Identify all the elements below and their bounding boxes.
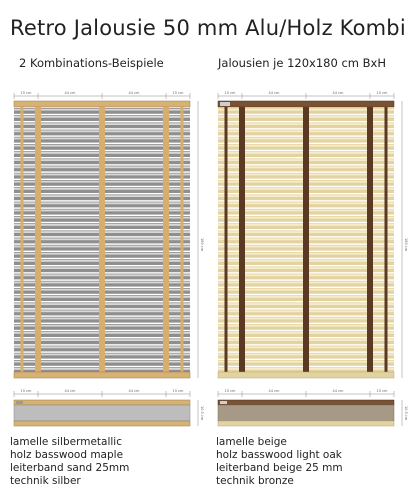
specs-left xyxy=(10,436,129,488)
dim-seg-3: 44 cm xyxy=(332,389,344,393)
spec-line: holz basswood light oak xyxy=(216,449,342,461)
head-rail xyxy=(218,101,394,107)
head-rail xyxy=(14,101,190,107)
bottom-rail xyxy=(14,421,190,426)
subtitle-left: 2 Kombinations-Beispiele xyxy=(19,56,164,70)
right-blind-top-view xyxy=(212,386,412,432)
dim-seg-1: 15 cm xyxy=(20,389,32,393)
top-rail xyxy=(218,400,394,405)
dim-height: 180 cm xyxy=(200,238,204,252)
dim-seg-3: 44 cm xyxy=(128,389,140,393)
dim-seg-2: 44 cm xyxy=(268,91,280,95)
rail-end-cap xyxy=(220,401,227,404)
ladder-string xyxy=(163,107,169,372)
right-blind-front-view xyxy=(212,88,412,383)
ladder-string-edge xyxy=(21,107,24,372)
ladder-string xyxy=(99,107,105,372)
dim-seg-1: 15 cm xyxy=(224,91,236,95)
spec-line: leiterband beige 25 mm xyxy=(216,462,343,474)
dim-height: 180 cm xyxy=(404,238,408,252)
slat-stack xyxy=(14,405,190,421)
subtitle-right: Jalousien je 120x180 cm BxH xyxy=(218,56,386,70)
dim-seg-4: 15 cm xyxy=(376,389,388,393)
page-title: Retro Jalousie 50 mm Alu/Holz Kombi xyxy=(10,16,406,40)
spec-line: leiterband sand 25mm xyxy=(10,462,130,474)
dim-depth: 10.5 cm xyxy=(200,406,204,421)
ladder-string xyxy=(35,107,41,372)
dim-seg-1: 15 cm xyxy=(224,389,236,393)
rail-end-cap xyxy=(16,401,23,404)
dim-seg-3: 44 cm xyxy=(332,91,344,95)
ladder-string xyxy=(367,107,373,372)
ladder-string xyxy=(303,107,309,372)
dim-seg-2: 44 cm xyxy=(64,91,76,95)
dim-seg-3: 44 cm xyxy=(128,91,140,95)
left-blind-front-view xyxy=(8,88,208,383)
spec-line: technik bronze xyxy=(216,475,294,487)
bottom-rail xyxy=(218,421,394,426)
dim-seg-4: 15 cm xyxy=(172,91,184,95)
ladder-string xyxy=(239,107,245,372)
spec-line: technik silber xyxy=(10,475,81,487)
spec-line: lamelle silbermetallic xyxy=(10,436,122,448)
bottom-rail xyxy=(14,372,190,378)
dim-seg-2: 44 cm xyxy=(64,389,76,393)
ladder-string-edge xyxy=(181,107,184,372)
dim-seg-4: 15 cm xyxy=(172,389,184,393)
ladder-string-edge xyxy=(385,107,388,372)
slat-stack xyxy=(218,405,394,421)
dim-seg-2: 44 cm xyxy=(268,389,280,393)
spec-line: lamelle beige xyxy=(216,436,287,448)
top-rail xyxy=(14,400,190,405)
ladder-string-edge xyxy=(225,107,228,372)
bottom-rail xyxy=(218,372,394,378)
dim-seg-1: 15 cm xyxy=(20,91,32,95)
dim-seg-4: 15 cm xyxy=(376,91,388,95)
dim-depth: 10.5 cm xyxy=(404,406,408,421)
left-blind-top-view xyxy=(8,386,208,432)
head-rail-end-cap xyxy=(220,102,230,106)
specs-right xyxy=(216,436,343,488)
spec-line: holz basswood maple xyxy=(10,449,124,461)
